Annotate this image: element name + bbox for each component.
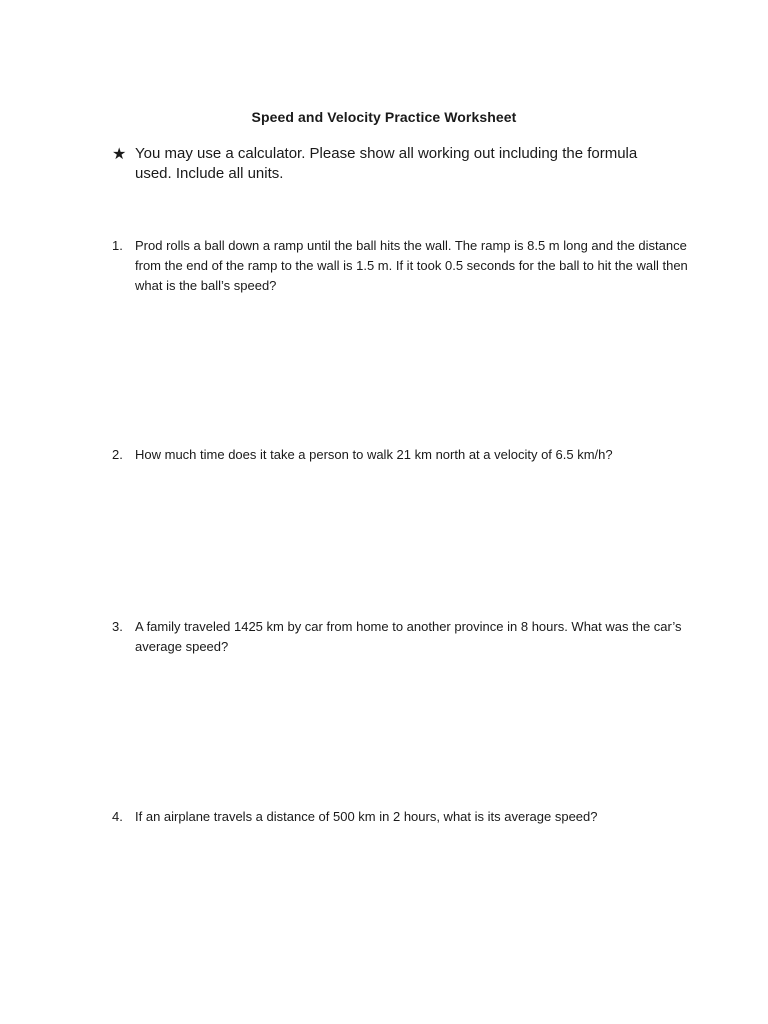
- question-text: If an airplane travels a distance of 500 km in 2 hours, what is its average speed?: [135, 809, 598, 824]
- question-number: 3.: [112, 619, 123, 634]
- star-bullet-icon: ★: [112, 144, 127, 163]
- question-text: How much time does it take a person to walk 21 km north at a velocity of 6.5 km/h?: [135, 447, 613, 462]
- question-number: 4.: [112, 809, 123, 824]
- question-text: A family traveled 1425 km by car from home to another province in 8 hours. What was the car’s average speed?: [135, 619, 682, 654]
- question-text: Prod rolls a ball down a ramp until the ball hits the wall. The ramp is 8.5 m long and the distance from the end of the ramp to the wall is 1.5 m. If it took 0.5 seconds for the ball to hit the wall then what is the ball’s speed?: [135, 238, 688, 293]
- question-number: 1.: [112, 238, 123, 253]
- instruction-text: You may use a calculator. Please show all working out including the formula used. Include all units.: [135, 145, 638, 182]
- question-number: 2.: [112, 447, 123, 462]
- page-title: Speed and Velocity Practice Worksheet: [251, 109, 517, 125]
